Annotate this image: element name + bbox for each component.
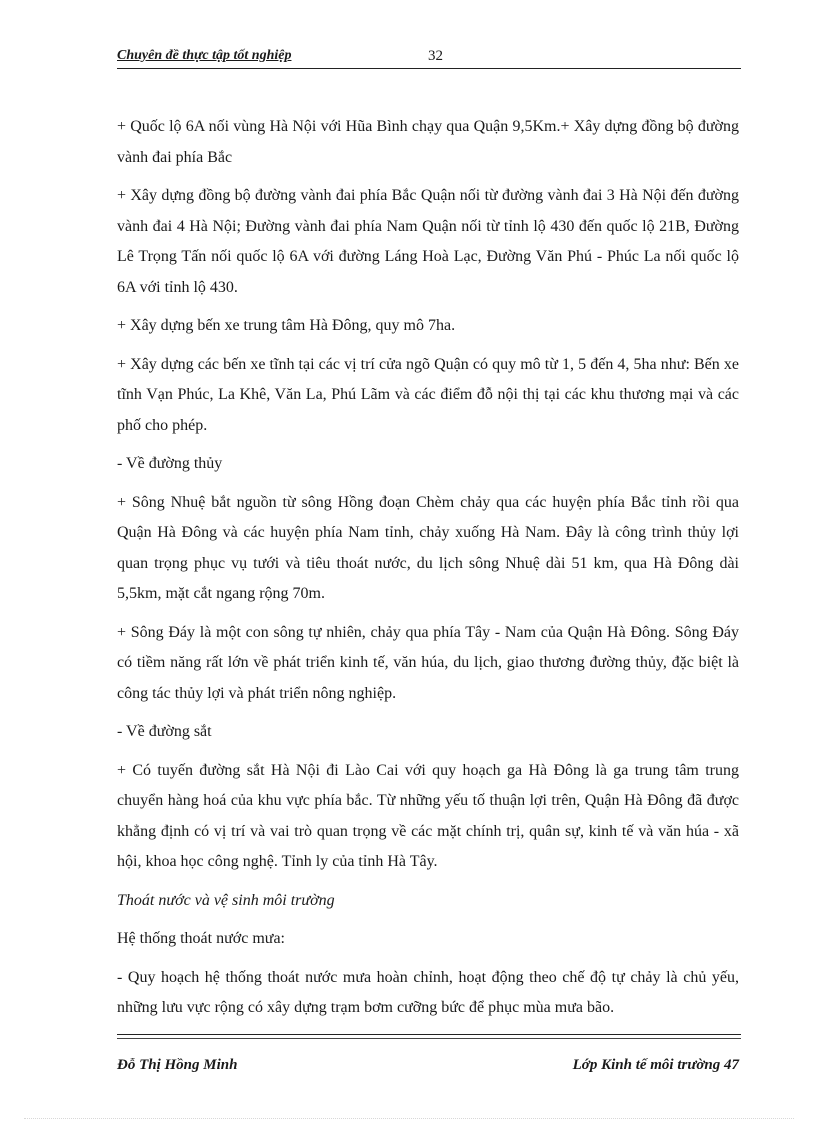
section-heading: Thoát nước và vệ sinh môi trường (117, 891, 335, 909)
page-number: 32 (428, 48, 443, 64)
paragraph: - Về đường thủy (117, 455, 223, 472)
document-body (117, 112, 739, 1032)
paragraph: - Về đường sắt (117, 723, 212, 740)
paragraph: + Có tuyến đường sắt Hà Nội đi Lào Cai với quy hoạch ga Hà Đông là ga trung tâm trung chuyển hàng hoá của khu vực phía bắc. Từ những yếu tố thuận lợi trên, Quận Hà Đông đã được khẳng định có vị trí và vai trò quan trọng về các mặt chính trị, quân sự, kinh tế và văn húa - xã hội, khoa học công nghệ. Tỉnh ly của tỉnh Hà Tây. (117, 761, 739, 870)
paragraph: + Xây dựng các bến xe tĩnh tại các vị trí cửa ngõ Quận có quy mô từ 1, 5 đến 4, 5ha như: Bến xe tĩnh Vạn Phúc, La Khê, Văn La, Phú Lãm và các điểm đỗ nội thị tại các khu thương mại và các phố cho phép. (117, 355, 739, 434)
paragraph: - Quy hoạch hệ thống thoát nước mưa hoàn chỉnh, hoạt động theo chế độ tự chảy là chủ yếu, những lưu vực rộng có xây dựng trạm bơm cưỡng bức để phục mùa mưa bão. (117, 968, 739, 1016)
footer-class: Lớp Kinh tế môi trường 47 (572, 1057, 739, 1073)
header-title: Chuyên đề thực tập tốt nghiệp (117, 48, 292, 63)
page-edge-divider (24, 1118, 794, 1119)
paragraph: + Xây dựng bến xe trung tâm Hà Đông, quy mô 7ha. (117, 317, 456, 334)
paragraph: + Sông Nhuệ bắt nguồn từ sông Hồng đoạn Chèm chảy qua các huyện phía Bắc tỉnh rồi qua Quận Hà Đông và các huyện phía Nam tỉnh, chảy xuống Hà Nam. Đây là công trình thủy lợi quan trọng phục vụ tưới và tiêu thoát nước, du lịch sông Nhuệ dài 51 km, qua Hà Đông dài 5,5km, mặt cắt ngang rộng 70m. (117, 493, 739, 602)
paragraph: + Quốc lộ 6A nối vùng Hà Nội với Hũa Bình chạy qua Quận 9,5Km.+ Xây dựng đồng bộ đường vành đai phía Bắc (117, 118, 739, 166)
paragraph: + Sông Đáy là một con sông tự nhiên, chảy qua phía Tây - Nam của Quận Hà Đông. Sông Đáy có tiềm năng rất lớn về phát triển kinh tế, văn húa, du lịch, giao thương đường thủy, đặc biệt là công tác thủy lợi và phát triển nông nghiệp. (117, 623, 739, 702)
paragraph: + Xây dựng đồng bộ đường vành đai phía Bắc Quận nối từ đường vành đai 3 Hà Nội đến đường vành đai 4 Hà Nội; Đường vành đai phía Nam Quận nối từ tỉnh lộ 430 đến quốc lộ 21B, Đường Lê Trọng Tấn nối quốc lộ 6A với đường Láng Hoà Lạc, Đường Văn Phú - Phúc La nối quốc lộ 6A với tỉnh lộ 430. (117, 187, 739, 296)
footer-author: Đỗ Thị Hồng Minh (117, 1057, 238, 1073)
footer-rule (117, 1038, 741, 1039)
page-header (117, 48, 741, 69)
paragraph: Hệ thống thoát nước mưa: (117, 930, 285, 947)
footer-rule (117, 1034, 741, 1035)
